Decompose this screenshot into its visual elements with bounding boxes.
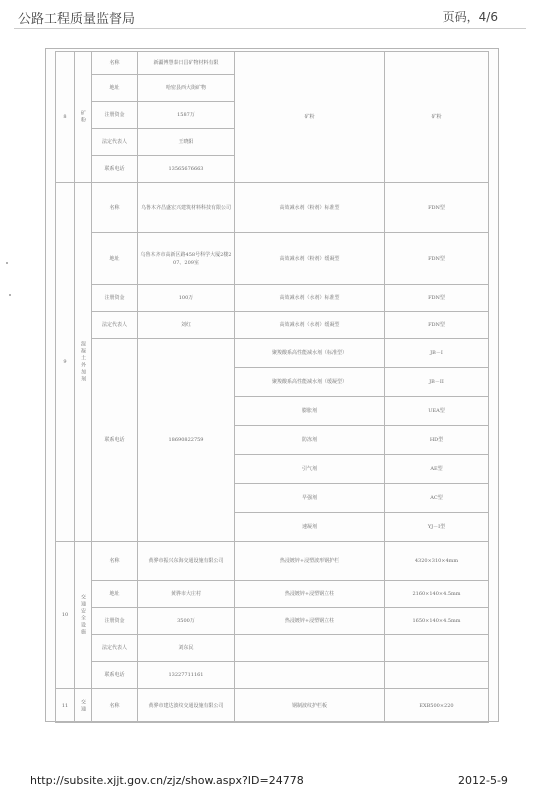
table-row: [56, 312, 489, 339]
table-row: [56, 689, 489, 723]
table-row: [56, 285, 489, 312]
phone-label: 联系电话: [92, 662, 138, 689]
product-name: 矿粉: [235, 52, 385, 183]
capital-label: 注册资金: [92, 608, 138, 635]
product-spec: 2160×140×4.5mm: [385, 581, 489, 608]
address-label: 地址: [92, 233, 138, 285]
product-spec: JB－II: [385, 368, 489, 397]
page-number: 页码，4/6: [442, 10, 498, 24]
product-name: 早强剂: [235, 484, 385, 513]
table-row: [56, 52, 489, 75]
product-name: 高效减水剂（粉剂）标准型: [235, 183, 385, 233]
name-value: 乌鲁木齐昌盛宏兴建筑材料科技有限公司: [138, 183, 235, 233]
product-name: 聚羧酸系高性能减水剂（缓凝型）: [235, 368, 385, 397]
legal-rep-value: 王晓阳: [138, 129, 235, 156]
phone-value: 13565676663: [138, 156, 235, 183]
phone-value: 18690822759: [138, 339, 235, 542]
product-spec: FDN型: [385, 183, 489, 233]
table-row: [56, 339, 489, 368]
category-label: 交通: [75, 689, 92, 723]
product-name: [235, 635, 385, 662]
phone-value: 13227711161: [138, 662, 235, 689]
section-number: 8: [56, 52, 75, 183]
table-row: [56, 581, 489, 608]
address-label: 地址: [92, 581, 138, 608]
legal-rep-label: 法定代表人: [92, 129, 138, 156]
product-name: 膨胀剂: [235, 397, 385, 426]
header-rule: [14, 28, 526, 29]
table-row: [56, 662, 489, 689]
capital-value: 100万: [138, 285, 235, 312]
legal-rep-value: 刘红: [138, 312, 235, 339]
address-value: 乌鲁木齐市高新区路458号科学大厦2楼207、209室: [138, 233, 235, 285]
name-value: 黄骅市振兴东海交通设施有限公司: [138, 542, 235, 581]
product-name: 热浸镀锌+浸塑钢立柱: [235, 581, 385, 608]
section-number: 9: [56, 183, 75, 542]
product-spec: FDN型: [385, 312, 489, 339]
product-spec: FDN型: [385, 285, 489, 312]
product-name: 速凝剂: [235, 513, 385, 542]
product-spec: JB－I: [385, 339, 489, 368]
address-value: 哈密县西大街矿物: [138, 75, 235, 102]
footer-date: 2012-5-9: [458, 774, 508, 787]
name-label: 名称: [92, 183, 138, 233]
product-name: 钢制波纹护栏板: [235, 689, 385, 723]
product-spec: AC型: [385, 484, 489, 513]
product-name: [235, 662, 385, 689]
product-spec: 矿粉: [385, 52, 489, 183]
product-spec: EXB500×220: [385, 689, 489, 723]
legal-rep-label: 法定代表人: [92, 635, 138, 662]
product-name: 高效减水剂（水剂）缓凝型: [235, 312, 385, 339]
category-label: 矿粉: [75, 52, 92, 183]
section-number: 11: [56, 689, 75, 723]
product-spec: FDN型: [385, 233, 489, 285]
name-value: 新疆博慧泰日昌矿物材料有限: [138, 52, 235, 75]
product-spec: [385, 635, 489, 662]
table-row: [56, 608, 489, 635]
product-spec: YJ－Ⅰ型: [385, 513, 489, 542]
product-name: 高效减水剂（粉剂）缓凝型: [235, 233, 385, 285]
product-spec: 4320×310×4mm: [385, 542, 489, 581]
product-spec: [385, 662, 489, 689]
scan-speck: [6, 262, 8, 264]
category-label: 混凝土外加剂: [75, 183, 92, 542]
scan-speck: [9, 294, 11, 296]
legal-rep-label: 法定代表人: [92, 312, 138, 339]
category-label: 交通安全设施: [75, 542, 92, 689]
address-label: 地址: [92, 75, 138, 102]
product-name: 防冻剂: [235, 426, 385, 455]
product-name: 热浸镀锌+浸塑钢立柱: [235, 608, 385, 635]
capital-value: 1587万: [138, 102, 235, 129]
product-name: 高效减水剂（水剂）标准型: [235, 285, 385, 312]
table-row: [56, 183, 489, 233]
product-name: 热浸镀锌+浸塑波形钢护栏: [235, 542, 385, 581]
name-label: 名称: [92, 52, 138, 75]
product-spec: 1650×140×4.5mm: [385, 608, 489, 635]
capital-label: 注册资金: [92, 102, 138, 129]
table-row: [56, 635, 489, 662]
address-value: 黄骅市大庄村: [138, 581, 235, 608]
capital-label: 注册资金: [92, 285, 138, 312]
name-label: 名称: [92, 542, 138, 581]
phone-label: 联系电话: [92, 156, 138, 183]
name-value: 黄骅市建达波纹交通设施有限公司: [138, 689, 235, 723]
capital-value: 3500万: [138, 608, 235, 635]
name-label: 名称: [92, 689, 138, 723]
product-name: 引气剂: [235, 455, 385, 484]
product-spec: AE型: [385, 455, 489, 484]
footer-url[interactable]: http://subsite.xjjt.gov.cn/zjz/show.aspx?ID=24778: [30, 774, 304, 787]
table-row: [56, 233, 489, 285]
legal-rep-value: 刘东民: [138, 635, 235, 662]
header-org: 公路工程质量监督局: [18, 12, 136, 27]
product-name: 聚羧酸系高性能减水剂（标准型）: [235, 339, 385, 368]
phone-label: 联系电话: [92, 339, 138, 542]
table-row: [56, 542, 489, 581]
supplier-table: [55, 51, 489, 723]
product-spec: HD型: [385, 426, 489, 455]
section-number: 10: [56, 542, 75, 689]
product-spec: UEA型: [385, 397, 489, 426]
